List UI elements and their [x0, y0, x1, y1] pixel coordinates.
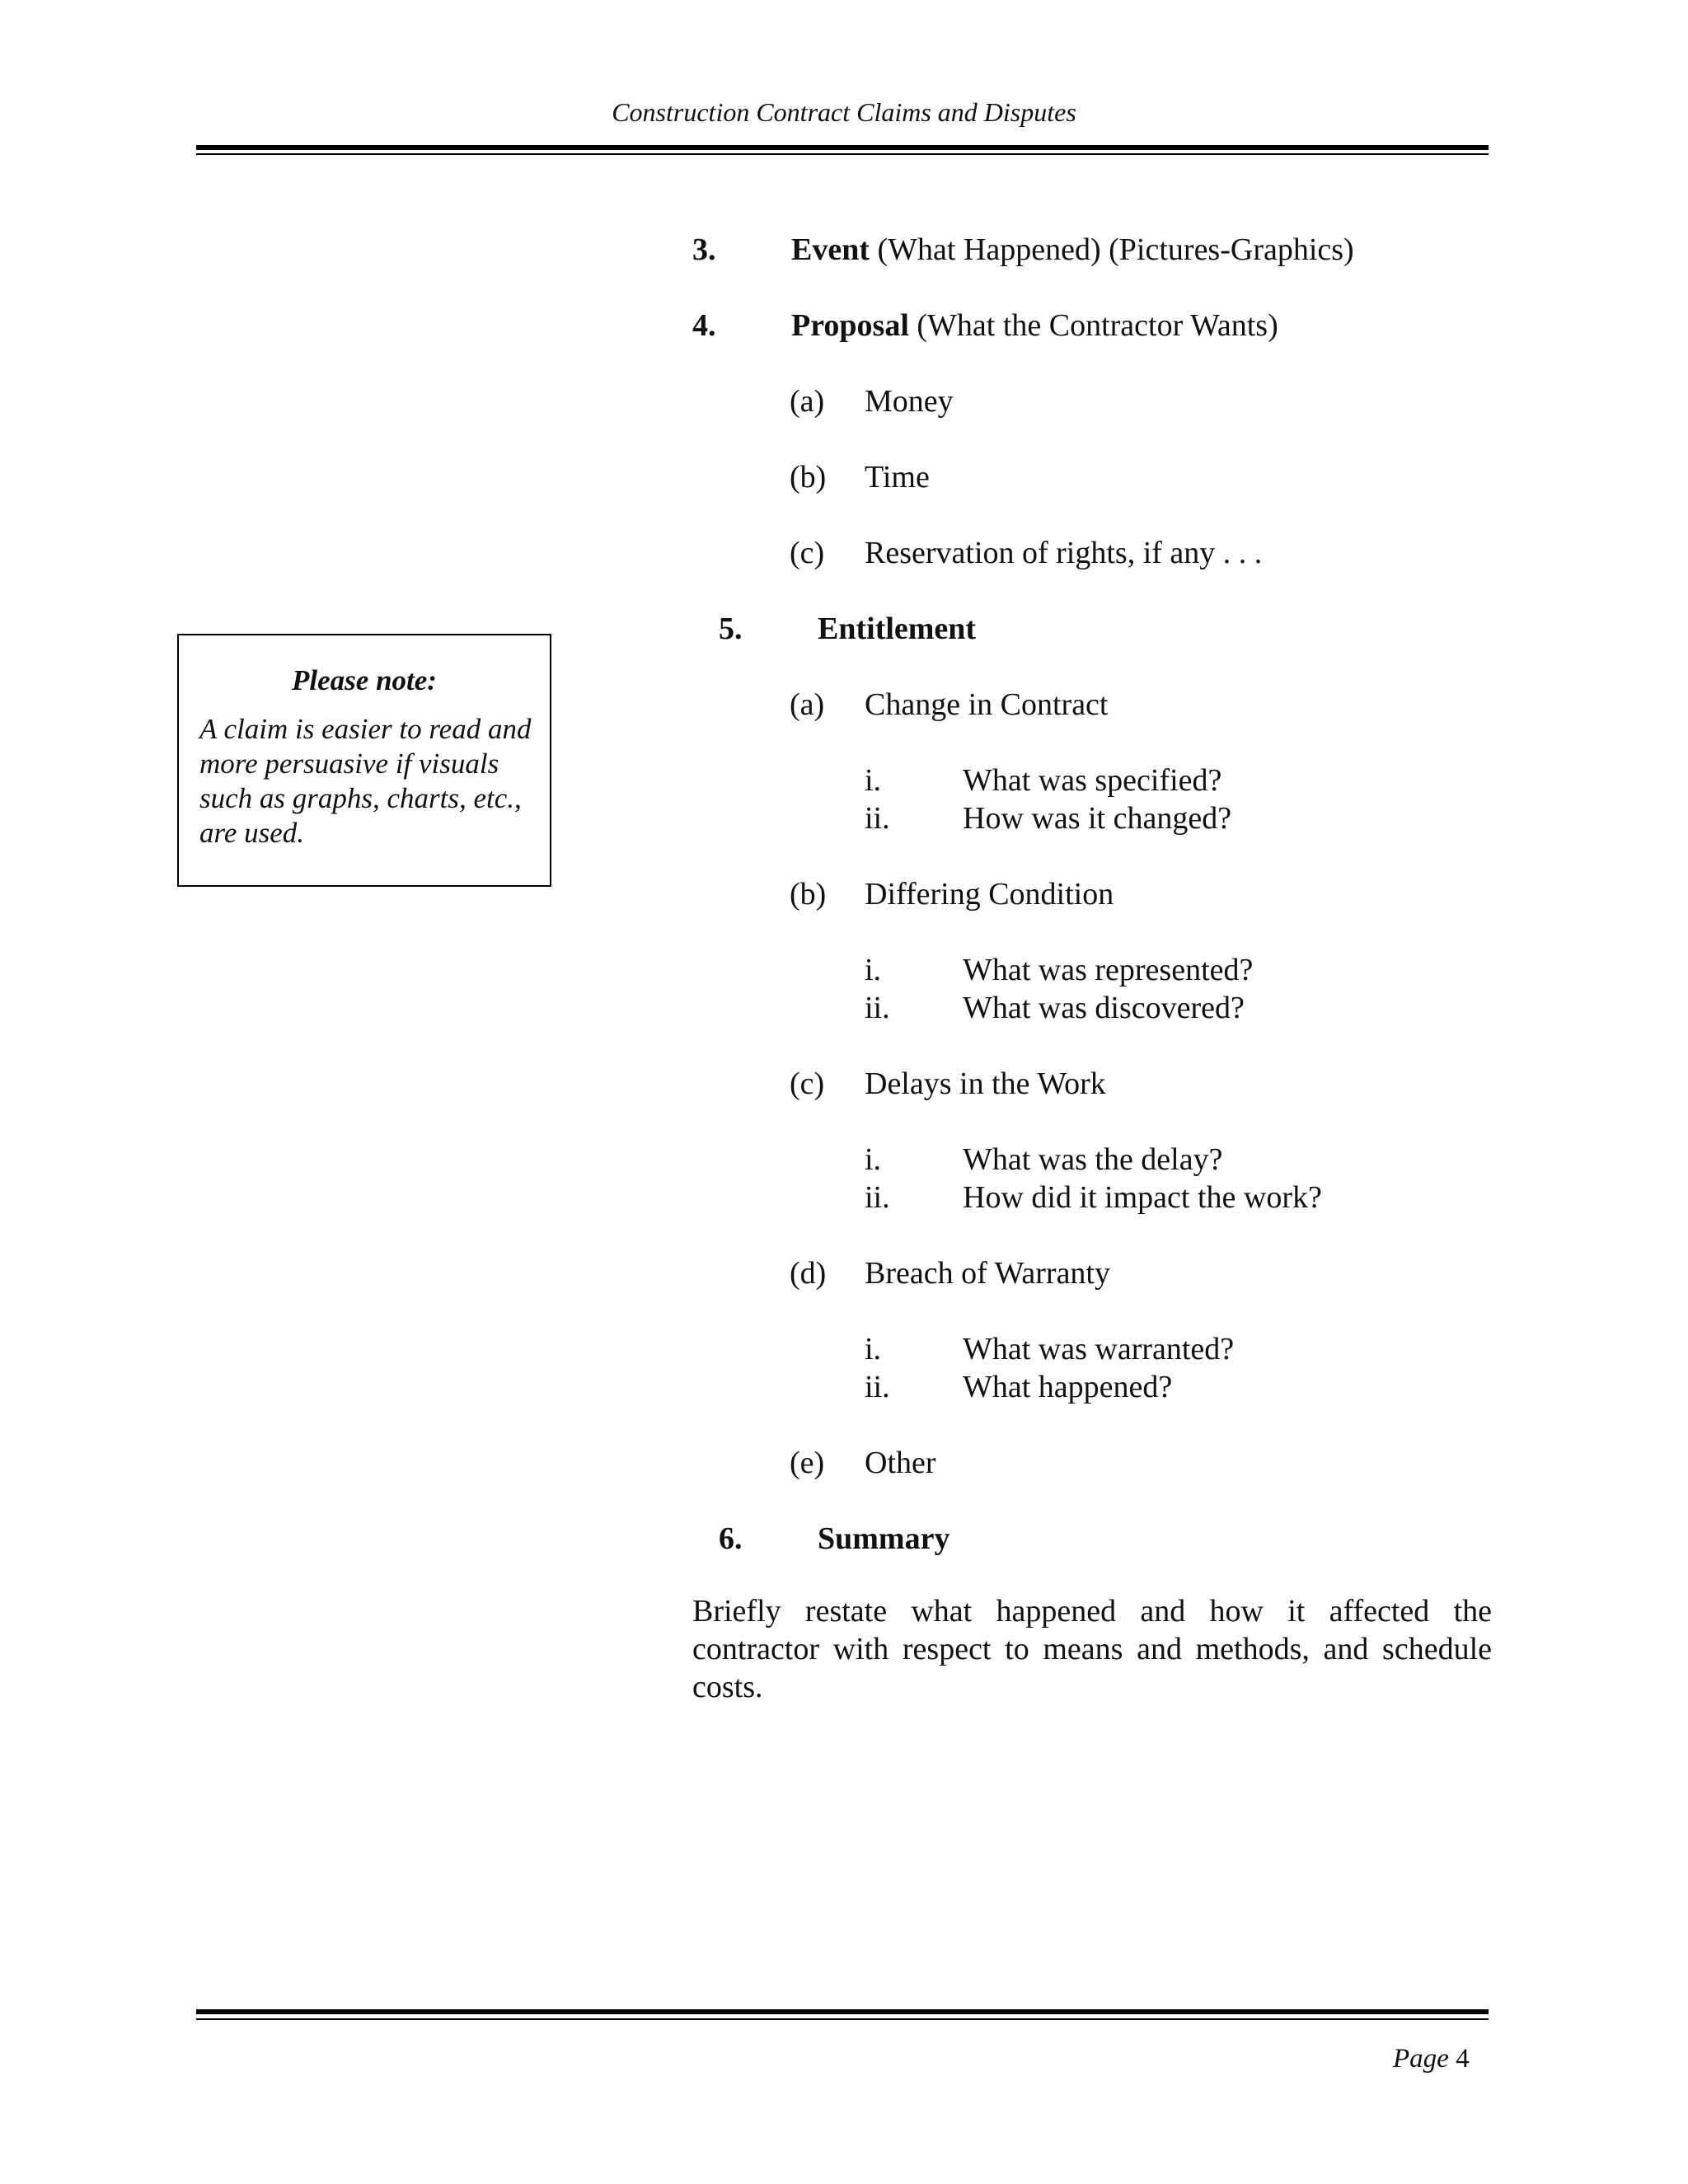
- section-3-heading: [791, 234, 1354, 265]
- section-4-subtitle: (What the Contractor Wants): [917, 308, 1278, 343]
- list-item: Money: [865, 384, 954, 419]
- header-rule-thin: [196, 153, 1489, 155]
- sub-item: How was it changed?: [963, 801, 1232, 836]
- header-rule-thick: [196, 145, 1489, 150]
- summary-paragraph: Briefly restate what happened and how it affected the contractor with respect to means and methods, and schedule costs.: [692, 1594, 1492, 1704]
- page-label: Page: [1393, 2044, 1449, 2074]
- section-6-title: Summary: [818, 1521, 950, 1556]
- section-5-number: 5.: [719, 612, 743, 646]
- sub-item: What was discovered?: [963, 991, 1245, 1025]
- list-marker: (a): [790, 687, 825, 722]
- sub-item: What was warranted?: [963, 1332, 1235, 1366]
- sub-marker: ii.: [865, 991, 890, 1025]
- list-marker: (d): [790, 1256, 827, 1291]
- list-marker: (a): [790, 384, 825, 419]
- list-marker: (c): [790, 536, 825, 570]
- section-3-number: 3.: [692, 232, 716, 267]
- list-marker: (e): [790, 1446, 825, 1480]
- section-5-title: Entitlement: [818, 612, 977, 646]
- note-body: A claim is easier to read and more persuasive if visuals such as graphs, charts, etc., are used.: [199, 713, 532, 849]
- sub-marker: ii.: [865, 1180, 890, 1215]
- list-item: Reservation of rights, if any . . .: [865, 536, 1263, 570]
- note-title: Please note:: [292, 664, 437, 696]
- list-marker: (c): [790, 1066, 825, 1101]
- section-6-number: 6.: [719, 1521, 743, 1556]
- section-4-number: 4.: [692, 308, 716, 343]
- sub-marker: ii.: [865, 1370, 890, 1404]
- section-3-title: Event: [791, 232, 870, 267]
- list-marker: (b): [790, 877, 827, 912]
- section-4-title: Proposal: [791, 308, 909, 343]
- sub-item: What was the delay?: [963, 1142, 1223, 1177]
- sub-marker: i.: [865, 953, 882, 987]
- running-header: Construction Contract Claims and Disputes: [612, 97, 1076, 127]
- list-item: Other: [865, 1446, 936, 1480]
- sub-marker: ii.: [865, 801, 890, 836]
- list-item: Differing Condition: [865, 877, 1114, 912]
- note-callout-box: [177, 634, 551, 887]
- sub-item: What was specified?: [963, 763, 1222, 798]
- list-item: Delays in the Work: [865, 1066, 1106, 1101]
- page-number-value: 4: [1456, 2044, 1470, 2074]
- section-3-subtitle: (What Happened) (Pictures-Graphics): [877, 232, 1354, 267]
- section-4-heading: [791, 310, 1278, 341]
- sub-marker: i.: [865, 1142, 882, 1177]
- footer-rule-thin: [196, 2018, 1489, 2020]
- footer-rule-thick: [196, 2009, 1489, 2014]
- sub-marker: i.: [865, 1332, 882, 1366]
- page-number: [1393, 2044, 1470, 2074]
- list-item: Breach of Warranty: [865, 1256, 1110, 1291]
- list-marker: (b): [790, 460, 827, 494]
- sub-item: How did it impact the work?: [963, 1180, 1322, 1215]
- sub-item: What was represented?: [963, 953, 1254, 987]
- list-item: Time: [865, 460, 930, 494]
- sub-marker: i.: [865, 763, 882, 798]
- list-item: Change in Contract: [865, 687, 1109, 722]
- sub-item: What happened?: [963, 1370, 1173, 1404]
